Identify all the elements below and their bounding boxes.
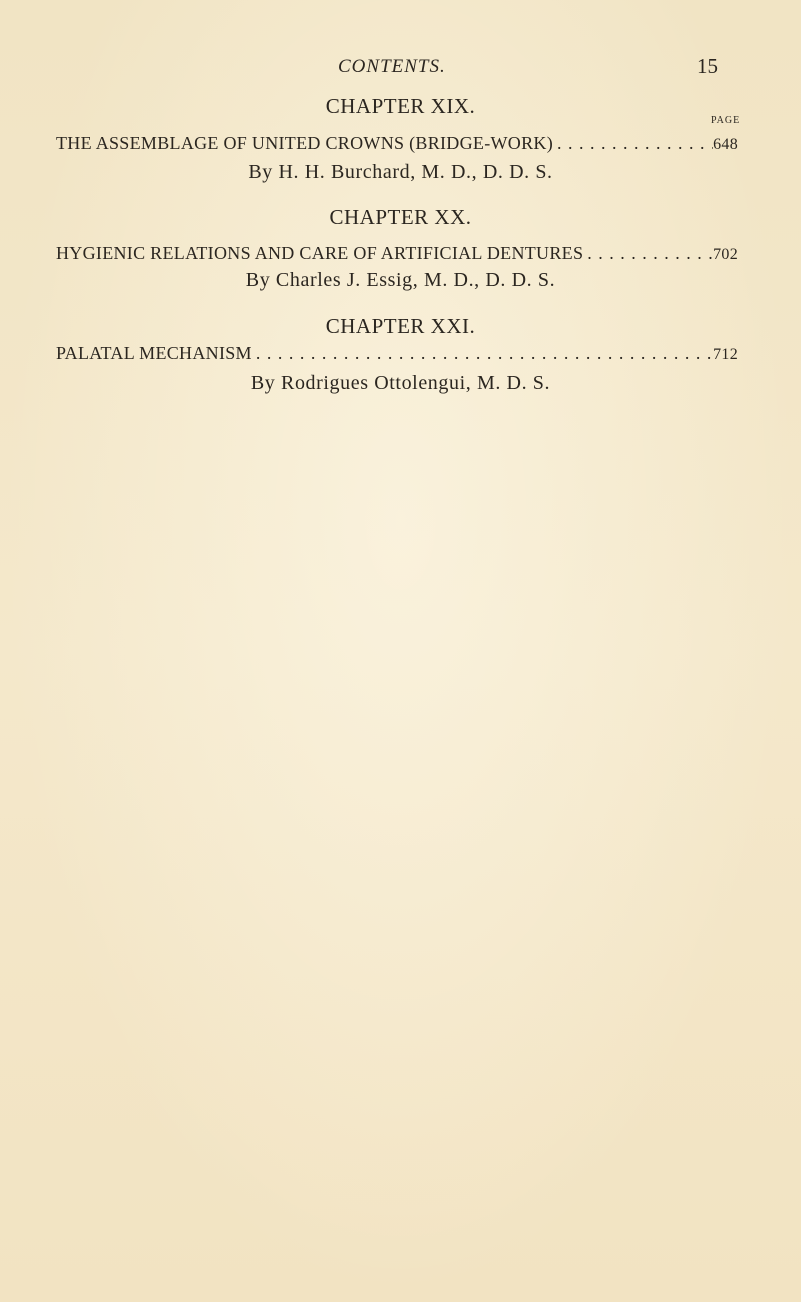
page-number: 15 <box>697 54 718 78</box>
entry-page-number: 712 <box>713 346 738 363</box>
entry-title: PALATAL MECHANISM <box>56 343 252 363</box>
running-header <box>0 52 801 82</box>
entry-title: HYGIENIC RELATIONS AND CARE OF ARTIFICIAL DENTURES <box>56 243 584 263</box>
toc-entry <box>56 343 738 367</box>
toc-entry <box>56 243 738 267</box>
entry-title: THE ASSEMBLAGE OF UNITED CROWNS (BRIDGE-WORK) <box>56 133 553 153</box>
toc-entry <box>56 133 738 157</box>
dot-leader <box>553 133 713 154</box>
chapter-heading: CHAPTER XIX. <box>325 94 476 118</box>
dot-leader <box>252 343 713 364</box>
entry-page-number: 702 <box>713 246 738 263</box>
running-title: CONTENTS. <box>338 56 446 77</box>
chapter-author: By Charles J. Essig, M. D., D. D. S. <box>245 269 556 291</box>
chapter-author: By Rodrigues Ottolengui, M. D. S. <box>250 372 551 394</box>
page-column-label: PAGE <box>711 115 741 126</box>
chapter-author: By H. H. Burchard, M. D., D. D. S. <box>248 161 553 183</box>
dot-leader <box>583 243 713 264</box>
entry-page-number: 648 <box>713 136 738 153</box>
chapter-heading: CHAPTER XXI. <box>325 314 476 338</box>
chapter-heading: CHAPTER XX. <box>329 205 472 229</box>
